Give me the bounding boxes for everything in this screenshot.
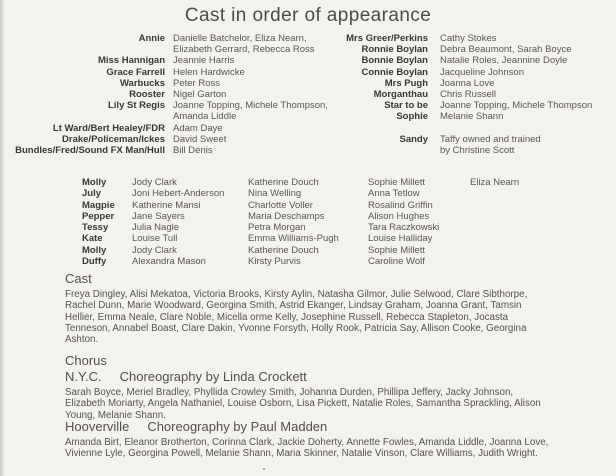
role-name: Mrs Greer/Perkins xyxy=(346,33,428,44)
hooverville-choreography-line xyxy=(65,419,557,434)
role-name: Tessy xyxy=(82,222,109,234)
actor-line: Joanne Topping, Michele Thompson, xyxy=(173,100,328,112)
role-name: Rooster xyxy=(129,89,165,101)
cast-entry xyxy=(332,55,616,66)
role-name: Drake/Policeman/Ickes xyxy=(62,133,165,145)
actor-name: Jane Sayers xyxy=(132,210,185,222)
nyc-choreography-credit: Choreography by Linda Crockett xyxy=(119,369,307,384)
actor-name: Sophie Millett xyxy=(368,244,426,256)
actor-name xyxy=(470,211,616,222)
cast-entry xyxy=(0,67,332,78)
cast-entry xyxy=(0,123,332,134)
actor-names xyxy=(173,33,332,55)
actor-name xyxy=(470,256,616,267)
principal-cast-right-column xyxy=(332,33,616,156)
actor-names: Natalie Roles, Jeannine Doyle xyxy=(440,55,568,67)
actor-line: Danielle Batchelor, Eliza Nearn, xyxy=(173,33,307,44)
role-name: Sandy xyxy=(399,133,428,145)
actor-names: Jacqueline Johnson xyxy=(440,66,524,78)
actor-names: Nigel Garton xyxy=(173,89,227,101)
actor-line: Amanda Liddle xyxy=(173,111,237,123)
cast-entry xyxy=(332,67,616,78)
role-name: Sophie xyxy=(396,111,428,123)
actor-name: Alexandra Mason xyxy=(132,256,206,268)
actor-names: Bill Denis xyxy=(173,145,213,157)
role-name: Lt Ward/Bert Healey/FDR xyxy=(52,122,165,134)
role-name: Annie xyxy=(138,33,165,44)
actor-name: Maria Deschamps xyxy=(248,210,325,222)
actor-names: Chris Russell xyxy=(440,89,496,101)
nyc-label: N.Y.C. xyxy=(65,369,102,384)
cast-entry xyxy=(332,111,616,122)
chorus-section-heading: Chorus xyxy=(65,353,107,368)
actor-line: Taffy owned and trained xyxy=(440,133,541,145)
cast-section xyxy=(65,271,557,345)
actor-name: Charlotte Voller xyxy=(248,199,313,211)
actor-name: Anna Tetlow xyxy=(368,188,420,200)
actor-name: Caroline Wolf xyxy=(368,256,425,268)
actor-line: by Christine Scott xyxy=(440,144,515,156)
role-name: Star to be xyxy=(384,100,428,112)
role-name: Bundles/Fred/Sound FX Man/Hull xyxy=(15,145,165,157)
actor-names xyxy=(173,100,332,122)
hooverville-choreography-credit: Choreography by Paul Madden xyxy=(147,419,328,434)
actor-name: Joni Hebert-Anderson xyxy=(132,188,225,200)
actor-names: David Sweet xyxy=(173,133,227,145)
role-name: July xyxy=(82,188,102,200)
actor-names: Cathy Stokes xyxy=(440,33,497,44)
role-name: Grace Farrell xyxy=(106,66,165,78)
actor-name xyxy=(470,222,616,233)
actor-names: Peter Ross xyxy=(173,77,220,89)
actor-name: Tara Raczkowski xyxy=(368,222,440,234)
role-name: Warbucks xyxy=(119,77,165,89)
actor-names: Joanna Love xyxy=(440,77,495,89)
actor-name: Jody Clark xyxy=(132,177,177,188)
role-name: Lily St Regis xyxy=(107,100,165,112)
cast-entry xyxy=(332,78,616,89)
principal-cast-left-column xyxy=(0,33,332,156)
chorus-section xyxy=(65,353,557,421)
role-name: Duffy xyxy=(82,256,107,268)
actor-names xyxy=(440,134,616,156)
table-row xyxy=(82,188,616,199)
cast-entry xyxy=(0,89,332,100)
orphans-cast-table xyxy=(82,177,616,267)
actor-names: Melanie Shann xyxy=(440,111,504,123)
role-name: Magpie xyxy=(82,199,115,211)
table-row xyxy=(82,200,616,211)
cast-entry xyxy=(332,44,616,55)
cast-entry xyxy=(332,100,616,111)
actor-name: Rosalind Griffin xyxy=(368,199,433,211)
cast-entry xyxy=(0,134,332,145)
cast-entry-sandy xyxy=(332,134,616,156)
actor-name xyxy=(470,245,616,256)
actor-name: Petra Morgan xyxy=(248,222,306,234)
role-name: Mrs Pugh xyxy=(384,77,428,89)
cast-entry xyxy=(0,145,332,156)
actor-names: Adam Daye xyxy=(173,122,223,134)
actor-name: Katherine Douch xyxy=(248,244,319,256)
actor-name: Eliza Nearn xyxy=(470,177,520,188)
role-name: Connie Boylan xyxy=(361,66,428,78)
actor-name: Louise Tull xyxy=(132,233,178,245)
actor-name: Katherine Mansi xyxy=(132,199,201,211)
chorus-section-names: Sarah Boyce, Meriel Bradley, Phyllida Crowley Smith, Johanna Durden, Phillipa Jeffery, Jacky Johnson, Elizabeth Moriarty, Angela Nathaniel, Louise Osborn, Lisa Pickett, Natalie Roles, Samantha Sprackling, Alison Young, Melanie Shann. xyxy=(65,387,541,421)
actor-names: Debra Beaumont, Sarah Boyce xyxy=(440,44,572,56)
cast-section-heading: Cast xyxy=(65,271,92,286)
role-name: Morganthau xyxy=(373,89,428,101)
actor-name: Alison Hughes xyxy=(368,210,430,222)
actor-names: Joanne Topping, Michele Thompson xyxy=(440,100,593,112)
actor-name xyxy=(470,188,616,199)
role-name: Kate xyxy=(82,233,103,245)
principal-cast-list xyxy=(0,33,616,156)
role-name: Bonnie Boylan xyxy=(361,55,428,67)
hooverville-section-names: Amanda Birt, Eleanor Brotherton, Corinna Clark, Jackie Doherty, Annette Fowles, Amanda Liddle, Joanna Love, Vivienne Lyle, Georgina Powell, Melanie Shann, Maria Skinner, Natalie Vinson, Clare Williams, Judith Wright. xyxy=(65,437,549,460)
cast-entry xyxy=(0,100,332,122)
hooverville-label: Hooverville xyxy=(65,419,130,434)
actor-name: Louise Halliday xyxy=(368,233,433,245)
hooverville-section xyxy=(65,419,557,460)
cast-section-names: Freya Dingley, Alisi Mekatoa, Victoria Brooks, Kirsty Aylin, Natasha Gilmor, Julie Selwood, Clare Sibthorpe, Rachel Dunn, Marie Woodward, Georgina Smith, Astrid Ekanger, Lindsay Graham, Joanna Grant, Tamsin Hellier, Emma Neale, Clare Noble, Micella orme Kelly, Josephine Russell, Rebecca Stapleton, Jocasta Tenneson, Annabel Boast, Clare Dakin, Yvonne Forsyth, Holly Rook, Patricia Say, Allison Cooke, Georgina Ashton. xyxy=(65,289,528,346)
actor-name xyxy=(470,233,616,244)
role-name: Molly xyxy=(82,244,107,256)
page-title: Cast in order of appearance xyxy=(184,5,432,26)
scan-speck xyxy=(263,468,265,470)
cast-entry xyxy=(332,33,616,44)
actor-line: Elizabeth Gerrard, Rebecca Ross xyxy=(173,44,315,56)
nyc-choreography-line xyxy=(65,369,557,384)
spacer xyxy=(332,123,616,134)
cast-entry xyxy=(0,55,332,66)
actor-name: Jody Clark xyxy=(132,244,177,256)
actor-name: Kirsty Purvis xyxy=(248,256,301,268)
table-row xyxy=(82,233,616,244)
role-name: Pepper xyxy=(82,210,115,222)
table-row xyxy=(82,211,616,222)
actor-name: Sophie Millett xyxy=(368,177,426,188)
actor-names: Jeannie Harris xyxy=(173,55,235,67)
table-row xyxy=(82,256,616,267)
table-row xyxy=(82,245,616,256)
table-row xyxy=(82,222,616,233)
actor-name: Emma Williams-Pugh xyxy=(248,233,339,245)
table-row xyxy=(82,177,616,188)
actor-name: Nina Welling xyxy=(248,188,302,200)
actor-names: Helen Hardwicke xyxy=(173,66,245,78)
cast-entry xyxy=(332,89,616,100)
cast-entry xyxy=(0,33,332,55)
actor-name xyxy=(470,200,616,211)
role-name: Ronnie Boylan xyxy=(361,44,428,56)
role-name: Molly xyxy=(82,177,107,188)
actor-name: Katherine Douch xyxy=(248,177,319,188)
cast-entry xyxy=(0,78,332,89)
role-name: Miss Hannigan xyxy=(97,55,165,67)
actor-name: Julia Nagle xyxy=(132,222,179,234)
